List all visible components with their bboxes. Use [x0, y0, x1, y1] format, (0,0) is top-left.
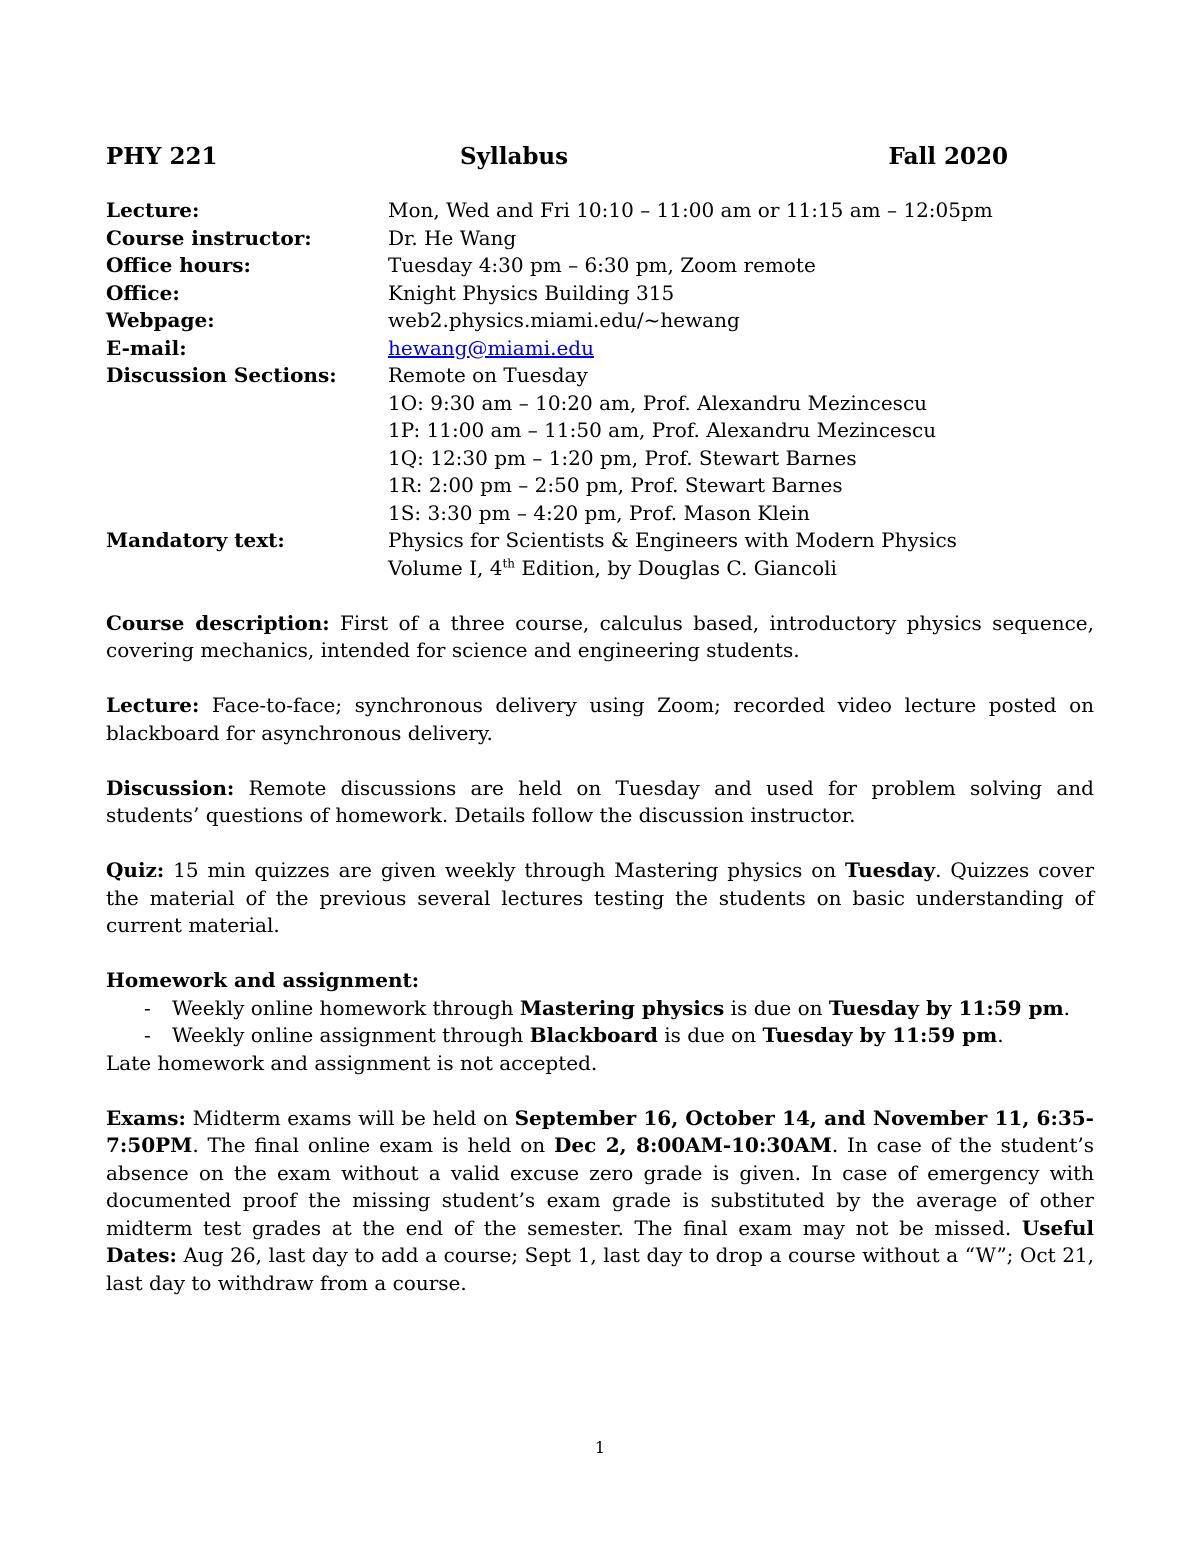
exams-paragraph: [106, 1105, 1094, 1298]
info-value: Tuesday 4:30 pm – 6:30 pm, Zoom remote: [388, 253, 816, 277]
paragraph-text: . The final online exam is held on: [192, 1133, 554, 1157]
emphasis: Dec 2, 8:00AM-10:30AM: [554, 1133, 832, 1157]
discussion-line: Remote on Tuesday: [388, 363, 588, 387]
discussion-line: 1S: 3:30 pm – 4:20 pm, Prof. Mason Klein: [388, 500, 810, 525]
info-row-discussion: [106, 362, 1094, 527]
list-text: .: [1063, 995, 1071, 1020]
quiz-paragraph: [106, 857, 1094, 940]
paragraph-label: Course description:: [106, 610, 330, 635]
emphasis: September 16, October 14, and November 11, 6:35-7:50PM: [106, 1105, 1094, 1157]
paragraph-label: Quiz:: [106, 858, 165, 882]
info-row-instructor: [106, 225, 1094, 253]
textbook-edition: [388, 555, 957, 583]
page-number: 1: [594, 1438, 606, 1457]
info-row-office: [106, 280, 1094, 308]
list-text: is due on: [657, 1023, 763, 1047]
page-content: [106, 143, 1094, 1297]
info-value: Dr. He Wang: [388, 225, 517, 250]
lecture-paragraph: [106, 692, 1094, 747]
course-code: PHY 221: [106, 143, 218, 170]
document-title: Syllabus: [460, 143, 569, 170]
info-label: Discussion Sections:: [106, 363, 337, 387]
late-policy: Late homework and assignment is not accepted.: [106, 1050, 598, 1075]
paragraph-text: Remote discussions are held on Tuesday and used for problem solving and students’ questions of homework. Details follow the discussion instructor.: [106, 775, 1094, 827]
info-value: Knight Physics Building 315: [388, 280, 675, 305]
info-label: Course instructor:: [106, 225, 312, 250]
discussion-sections-list: [388, 362, 936, 527]
paragraph-text: . In case of the student’s absence on the exam without a valid excuse zero grade is given. In case of emergency with documented proof the missing student’s exam grade is substituted by the average of other midterm test grades at the end of the semester. The final exam may not be missed.: [106, 1133, 1094, 1240]
bullet-dash: -: [144, 1023, 151, 1047]
course-description-paragraph: [106, 610, 1094, 665]
edition-text: Edition, by Douglas C. Giancoli: [515, 555, 837, 580]
discussion-line: 1O: 9:30 am – 10:20 am, Prof. Alexandru Mezincescu: [388, 390, 928, 415]
info-row-lecture: [106, 197, 1094, 225]
paragraph-text: Aug 26, last day to add a course; Sept 1, last day to drop a course without a “W”; Oct 21, last day to withdraw from a course.: [106, 1243, 1094, 1295]
homework-heading: Homework and assignment:: [106, 968, 420, 992]
course-info-table: [106, 197, 1094, 582]
discussion-line: 1Q: 12:30 pm – 1:20 pm, Prof. Stewart Barnes: [388, 445, 857, 470]
paragraph-text: First of a three course, calculus based, introductory physics sequence, covering mechanics, intended for science and engineering students.: [106, 610, 1094, 662]
bullet-dash: -: [144, 995, 151, 1020]
info-label: Office hours:: [106, 253, 251, 277]
term: Fall 2020: [888, 143, 1008, 170]
emphasis: Tuesday: [845, 858, 936, 882]
emphasis: Tuesday by 11:59 pm: [762, 1023, 998, 1047]
emphasis: Tuesday by 11:59 pm: [828, 995, 1064, 1020]
info-row-email: [106, 335, 1094, 363]
paragraph-text: Face-to-face; synchronous delivery using Zoom; recorded video lecture posted on blackboard for asynchronous delivery.: [106, 693, 1094, 745]
paragraph-label: Lecture:: [106, 693, 200, 717]
mandatory-text-value: [388, 527, 957, 582]
list-text: is due on: [724, 995, 829, 1020]
discussion-line: 1R: 2:00 pm – 2:50 pm, Prof. Stewart Barnes: [388, 473, 843, 497]
info-row-office-hours: [106, 252, 1094, 280]
emphasis: Mastering physics: [519, 995, 725, 1020]
discussion-paragraph: [106, 775, 1094, 830]
paragraph-text: Midterm exams will be held on: [185, 1105, 515, 1130]
info-value: web2.physics.miami.edu/~hewang: [388, 308, 740, 332]
emphasis: Useful Dates:: [106, 1215, 1094, 1267]
info-label: E-mail:: [106, 335, 187, 360]
email-link[interactable]: hewang@miami.edu: [388, 335, 594, 360]
list-item: [106, 1022, 1094, 1050]
info-label: Mandatory text:: [106, 528, 285, 552]
info-row-webpage: [106, 307, 1094, 335]
list-item: [106, 995, 1094, 1023]
emphasis: Blackboard: [529, 1023, 658, 1047]
paragraph-label: Discussion:: [106, 775, 235, 800]
homework-list: [106, 995, 1094, 1050]
list-text: Weekly online assignment through: [172, 1023, 530, 1047]
syllabus-header: [106, 143, 1094, 177]
edition-superscript: th: [502, 555, 515, 570]
info-label: Webpage:: [106, 308, 215, 332]
info-row-text: [106, 527, 1094, 582]
edition-text: Volume I, 4: [388, 555, 503, 580]
info-label: Office:: [106, 280, 180, 305]
list-text: Weekly online homework through: [172, 995, 520, 1020]
info-value: Mon, Wed and Fri 10:10 – 11:00 am or 11:15 am – 12:05pm: [388, 198, 993, 222]
paragraph-text: 15 min quizzes are given weekly through Mastering physics on: [164, 858, 846, 882]
paragraph-label: Exams:: [106, 1105, 186, 1130]
info-label: Lecture:: [106, 198, 200, 222]
textbook-title: Physics for Scientists & Engineers with Modern Physics: [388, 528, 957, 552]
list-text: .: [997, 1023, 1004, 1047]
paragraph-text: . Quizzes cover the material of the previous several lectures testing the students on basic understanding of current material.: [106, 858, 1095, 937]
discussion-line: 1P: 11:00 am – 11:50 am, Prof. Alexandru Mezincescu: [388, 418, 937, 442]
